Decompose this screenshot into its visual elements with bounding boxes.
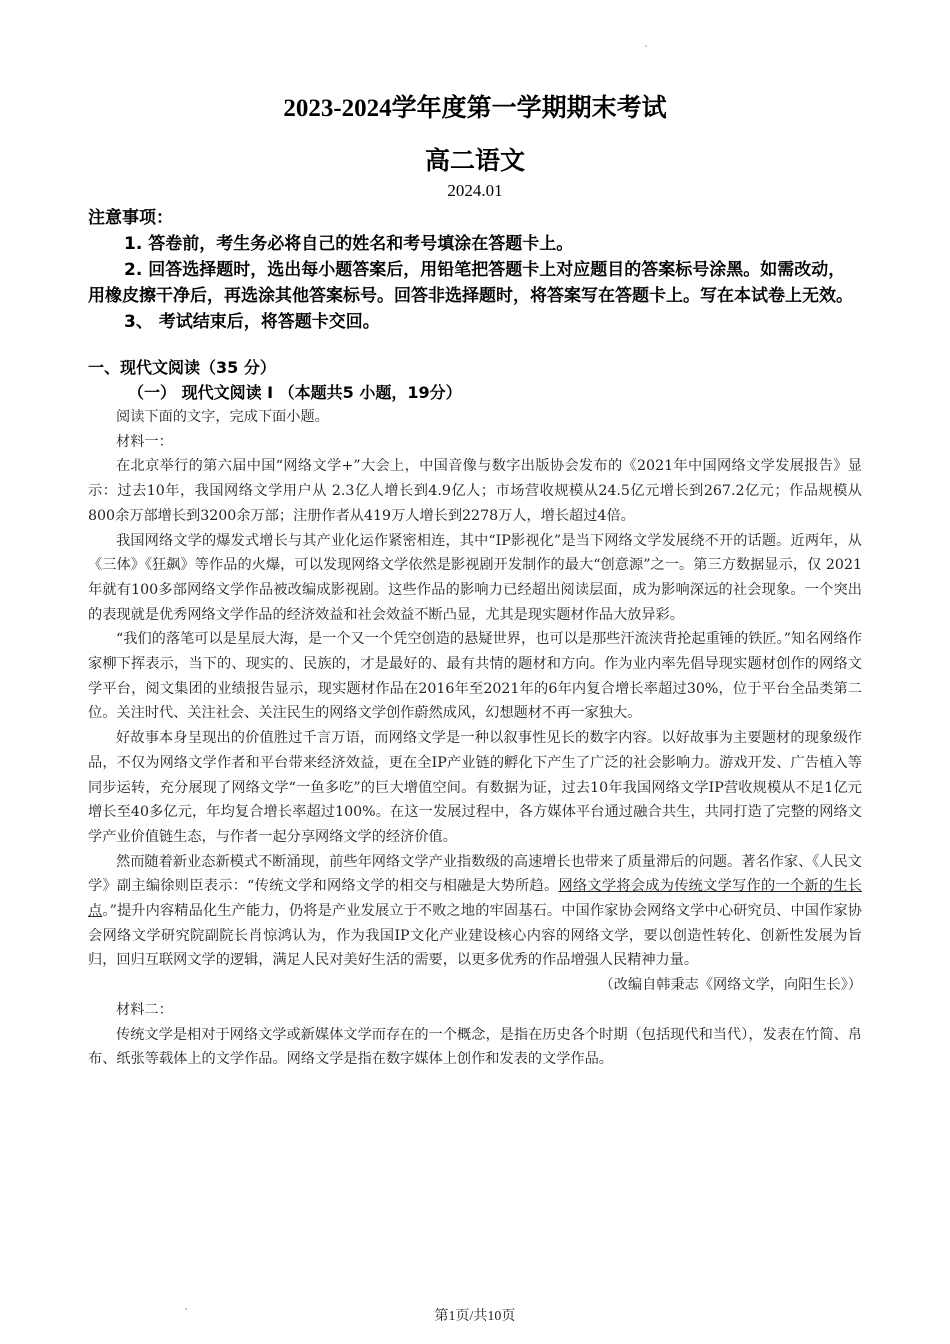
notice-block <box>88 205 868 335</box>
paragraph: 在北京举行的第六届中国“网络文学+”大会上，中国音像与数字出版协会发布的《2021年中国网络文学发展报告》显示：过去10年，我国网络文学用户从 2.3亿人增长到4.9亿人；市场营收规模从24.5亿元增长到267.2亿元；作品规模从800余万部增长到3200余万部；注册作者从419万人增长到2278万人，增长超过4倍。 <box>88 458 862 524</box>
material-label: 材料二： <box>116 1001 173 1018</box>
notice-item: 1. 答卷前，考生务必将自己的姓名和考号填涂在答题卡上。 <box>124 234 574 254</box>
exam-date: 2024.01 <box>447 181 503 200</box>
paragraph: 我国网络文学的爆发式增长与其产业化运作紧密相连，其中“IP影视化”是当下网络文学发展绕不开的话题。近两年，从《三体》《狂飙》等作品的火爆，可以发现网络文学依然是影视剧开发制作的最大“创意源”之一。第三方数据显示，仅 2021年就有100多部网络文学作品被改编成影视剧。这些作品的影响力已经超出阅读层面，成为影响深远的社会现象。一个突出的表现就是优秀网络文学作品的经济效益和社会效益不断凸显，尤其是现实题材作品大放异彩。 <box>88 532 862 623</box>
paragraph <box>88 850 862 974</box>
instruction: 阅读下面的文字，完成下面小题。 <box>116 409 329 425</box>
reading-passage <box>88 405 862 1072</box>
section-title: 一、现代文阅读（35 分） <box>88 358 276 377</box>
paragraph-text: 。”提升内容精品化生产能力，仍将是产业发展立于不败之地的牢固基石。中国作家协会网络文学中心研究员、中国作家协会网络文学研究院副院长肖惊鸿认为，作为我国IP文化产业建设核心内容的网络文学，要以创造性转化、创新性发展为旨归，回归互联网文学的逻辑，满足人民对美好生活的需要，以更多优秀的作品增强人民精神力量。 <box>88 903 862 969</box>
material-label: 材料一： <box>116 433 173 450</box>
page-number: 第1页/共10页 <box>434 1309 516 1324</box>
paragraph: 传统文学是相对于网络文学或新媒体文学而存在的一个概念，是指在历史各个时期（包括现代和当代），发表在竹简、帛布、纸张等载体上的文学作品。网络文学是指在数字媒体上创作和发表的文学作品。 <box>88 1026 862 1068</box>
paragraph-text: 然而随着新业态新模式不断涌现，前些年网络文学产业指数级的高速增长也带来了质量滞后的问题。著名作家、《人民文学》副主编徐则臣表示：“传统文学和网络文学的相交与相融是大势所趋。 <box>88 853 862 895</box>
paragraph: “我们的落笔可以是星辰大海，是一个又一个凭空创造的悬疑世界，也可以是那些汗流浃背抡起重锤的铁匠。”知名网络作家柳下挥表示，当下的、现实的、民族的，才是最好的、最有共情的题材和方向。作为业内率先倡导现实题材创作的网络文学平台，阅文集团的业绩报告显示，现实题材作品在2016年至2021年的6年内复合增长率超过30%，位于平台全品类第二位。关注时代、关注社会、关注民生的网络文学创作蔚然成风，幻想题材不再一家独大。 <box>88 631 862 722</box>
notice-heading: 注意事项： <box>88 208 173 228</box>
exam-title: 2023-2024学年度第一学期期末考试 <box>283 95 667 122</box>
notice-item: 3、 考试结束后，将答题卡交回。 <box>124 312 380 332</box>
scan-speck <box>185 1308 187 1310</box>
notice-item: 2. 回答选择题时，选出每小题答案后，用铅笔把答题卡上对应题目的答案标号涂黑。如需改动， 用橡皮擦干净后，再选涂其他答案标号。回答非选择题时，将答案写在答题卡上。写在本试卷上无效。 <box>88 260 853 306</box>
subject-title: 高二语文 <box>424 148 525 175</box>
source-citation: （改编自韩秉志《网络文学，向阳生长》） <box>599 977 862 994</box>
section-subtitle: （一） 现代文阅读 Ⅰ （本题共5 小题，19分） <box>128 383 462 402</box>
underlined-sentence: 网络文学将会成为传统文学写作的一个新的生长点 <box>88 878 862 920</box>
scan-speck <box>645 45 647 47</box>
paragraph: 好故事本身呈现出的价值胜过千言万语，而网络文学是一种以叙事性见长的数字内容。以好故事为主要题材的现象级作品，不仅为网络文学作者和平台带来经济效益，更在全IP产业链的孵化下产生了广泛的社会影响力。游戏开发、广告植入等同步运转，充分展现了网络文学“一鱼多吃”的巨大增值空间。有数据为证，过去10年我国网络文学IP营收规模从不足1亿元增长至40多亿元，年均复合增长率超过100%。在这一发展过程中，各方媒体平台通过融合共生，共同打造了完整的网络文学产业价值链生态，与作者一起分享网络文学的经济价值。 <box>88 730 862 845</box>
